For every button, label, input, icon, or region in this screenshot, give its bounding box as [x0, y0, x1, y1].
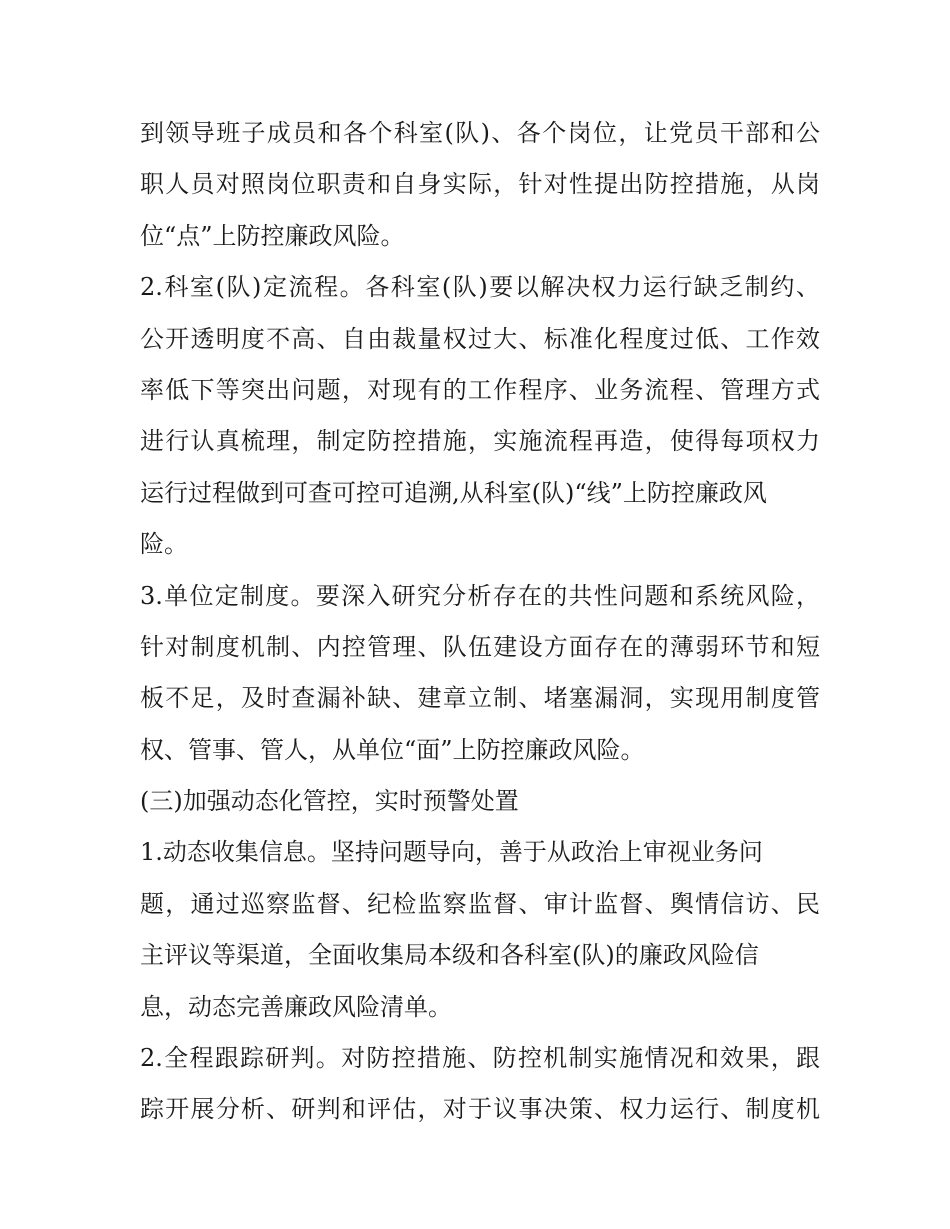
text-line: 题，通过巡察监督、纪检监察监督、审计监督、舆情信访、民: [140, 889, 820, 918]
text-line: 进行认真梳理，制定防控措施，实施流程再造，使得每项权力: [140, 427, 820, 456]
text-line: 1.动态收集信息。坚持问题导向，善于从政治上审视业务问: [140, 838, 763, 867]
document-body: [140, 108, 820, 1136]
text-line: 运行过程做到可查可控可追溯,从科室(队)“线”上防控廉政风: [140, 478, 767, 507]
text-line: 3.单位定制度。要深入研究分析存在的共性问题和系统风险，: [140, 581, 820, 610]
text-line: 职人员对照岗位职责和自身实际，针对性提出防控措施，从岗: [140, 170, 820, 199]
text-line: 主评议等渠道，全面收集局本级和各科室(队)的廉政风险信: [140, 941, 759, 970]
text-line: 2.全程跟踪研判。对防控措施、防控机制实施情况和效果，跟: [140, 1044, 820, 1073]
text-line: 息，动态完善廉政风险清单。: [140, 992, 452, 1021]
text-line: 针对制度机制、内控管理、队伍建设方面存在的薄弱环节和短: [140, 632, 820, 661]
text-line: 险。: [140, 530, 188, 559]
text-line: 公开透明度不高、自由裁量权过大、标准化程度过低、工作效: [140, 324, 820, 353]
text-line: 板不足，及时查漏补缺、建章立制、堵塞漏洞，实现用制度管: [140, 684, 820, 713]
text-line: 踪开展分析、研判和评估，对于议事决策、权力运行、制度机: [140, 1095, 820, 1124]
text-line: 位“点”上防控廉政风险。: [140, 221, 405, 250]
text-line: 到领导班子成员和各个科室(队)、各个岗位，让党员干部和公: [140, 119, 820, 147]
section-heading: (三)加强动态化管控，实时预警处置: [140, 787, 519, 816]
text-line: 权、管事、管人，从单位“面”上防控廉政风险。: [140, 735, 645, 764]
text-line: 2.科室(队)定流程。各科室(队)要以解决权力运行缺乏制约、: [140, 273, 820, 302]
text-line: 率低下等突出问题，对现有的工作程序、业务流程、管理方式: [140, 375, 820, 404]
